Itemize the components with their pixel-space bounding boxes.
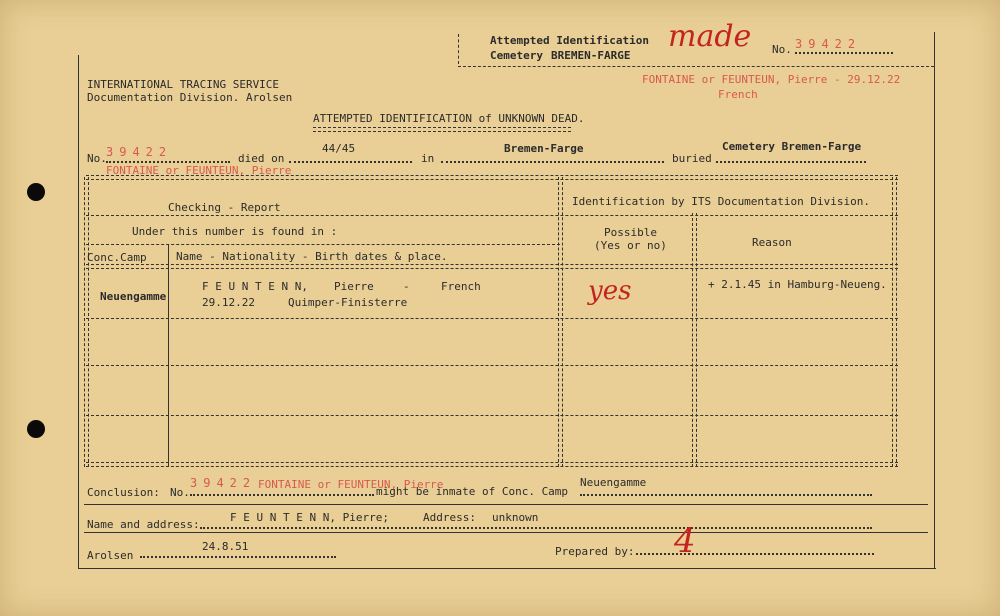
table-row1-bottom: [86, 318, 898, 319]
conclusion-text: might be inmate of Conc. Camp: [376, 485, 569, 498]
row1-birth-date: 29.12.22: [202, 296, 255, 309]
row1-first-name: Pierre: [334, 280, 374, 293]
row1-possible: yes: [588, 276, 632, 306]
column-camp-header: Conc.Camp: [87, 251, 147, 264]
table-row3-bottom: [86, 415, 898, 416]
page-title: ATTEMPTED IDENTIFICATION of UNKNOWN DEAD.: [313, 112, 585, 125]
conclusion-camp: Neuengamme: [580, 476, 647, 489]
org-name: INTERNATIONAL TRACING SERVICE: [87, 78, 280, 91]
buried-label: buried: [672, 152, 712, 165]
buried-value: Cemetery Bremen-Farge: [722, 140, 862, 153]
possible-header-sub: (Yes or no): [594, 239, 667, 252]
died-on-label: died on: [238, 152, 285, 165]
conclusion-name: FONTAINE or FEUNTEUN, Pierre: [258, 478, 444, 491]
punch-hole-bottom: [27, 420, 45, 438]
person-name-date: FONTAINE or FEUNTEUN, Pierre - 29.12.22: [642, 73, 901, 86]
record-no-label: No.: [87, 152, 107, 165]
address-value: unknown: [492, 511, 539, 524]
made-stamp: made: [668, 19, 752, 54]
footer-date-dots: [140, 556, 336, 558]
card-border-bottom: [78, 568, 936, 569]
died-on-value: 44/45: [322, 142, 356, 155]
table-header-line2: [86, 244, 560, 245]
name-address-separator: [84, 532, 928, 533]
header-no-label: No.: [772, 43, 792, 56]
row1-camp: Neuengamme: [100, 290, 167, 303]
conclusion-dots-1: [190, 494, 374, 496]
table-mid-divider: [558, 177, 563, 467]
prepared-by-label: Prepared by:: [555, 545, 635, 558]
table-right-border: [892, 177, 897, 467]
cemetery-label: Cemetery: [490, 49, 543, 62]
prepared-by-signature: 4: [674, 521, 696, 561]
prepared-by-dots: [636, 553, 874, 555]
header-no-value: 39422: [795, 37, 862, 51]
cemetery-value: BREMEN-FARGE: [551, 49, 631, 62]
column-name-header: Name - Nationality - Birth dates & place.: [176, 250, 448, 263]
checking-report-header: Checking - Report: [168, 201, 281, 214]
card-border-left: [78, 55, 79, 568]
person-nationality: French: [718, 88, 758, 101]
conclusion-no-label: No.: [170, 486, 190, 499]
possible-header: Possible: [604, 226, 657, 239]
reason-header: Reason: [752, 236, 792, 249]
buried-dots: [716, 161, 866, 163]
table-header-bottom: [86, 264, 898, 269]
table-header-line1: [86, 215, 898, 216]
in-value: Bremen-Farge: [504, 142, 584, 155]
under-number-header: Under this number is found in :: [132, 225, 338, 238]
table-row2-bottom: [86, 365, 898, 366]
table-left-border: [84, 177, 89, 467]
org-division: Documentation Division. Arolsen: [87, 91, 293, 104]
header-box-bottom: [458, 66, 934, 67]
footer-place: Arolsen: [87, 549, 134, 562]
conclusion-dots-2: [580, 494, 872, 496]
row1-birth-place: Quimper-Finisterre: [288, 296, 408, 309]
title-underline: [313, 127, 571, 132]
row1-nationality: French: [441, 280, 481, 293]
conclusion-label: Conclusion:: [87, 486, 160, 499]
punch-hole-top: [27, 183, 45, 201]
record-no-value: 39422: [106, 145, 173, 159]
row1-surname: F E U N T E N N,: [202, 280, 308, 293]
identification-header: Identification by ITS Documentation Division.: [572, 195, 871, 208]
row1-dash: -: [403, 280, 410, 293]
footer-date: 24.8.51: [202, 540, 249, 553]
in-label: in: [421, 152, 435, 165]
header-no-dots: [795, 52, 893, 54]
card-border-right: [934, 32, 935, 568]
name-address-dots: [200, 527, 872, 529]
name-address-label: Name and address:: [87, 518, 200, 531]
table-camp-divider: [168, 245, 169, 467]
name-address-name: F E U N T E N N, Pierre;: [230, 511, 389, 524]
table-reason-divider: [692, 213, 697, 467]
record-no-dots: [106, 161, 230, 163]
row1-reason: + 2.1.45 in Hamburg-Neueng.: [708, 278, 887, 291]
in-dots: [441, 161, 664, 163]
table-bottom-border: [86, 462, 898, 467]
address-label: Address:: [423, 511, 476, 524]
record-name-under: FONTAINE or FEUNTEUN, Pierre: [106, 164, 292, 177]
died-on-dots: [289, 161, 412, 163]
table-top-border: [86, 175, 898, 180]
header-box-left: [458, 34, 459, 64]
conclusion-separator: [84, 504, 928, 505]
attempted-identification-label: Attempted Identification: [490, 34, 649, 47]
conclusion-no-value: 39422: [190, 476, 257, 490]
